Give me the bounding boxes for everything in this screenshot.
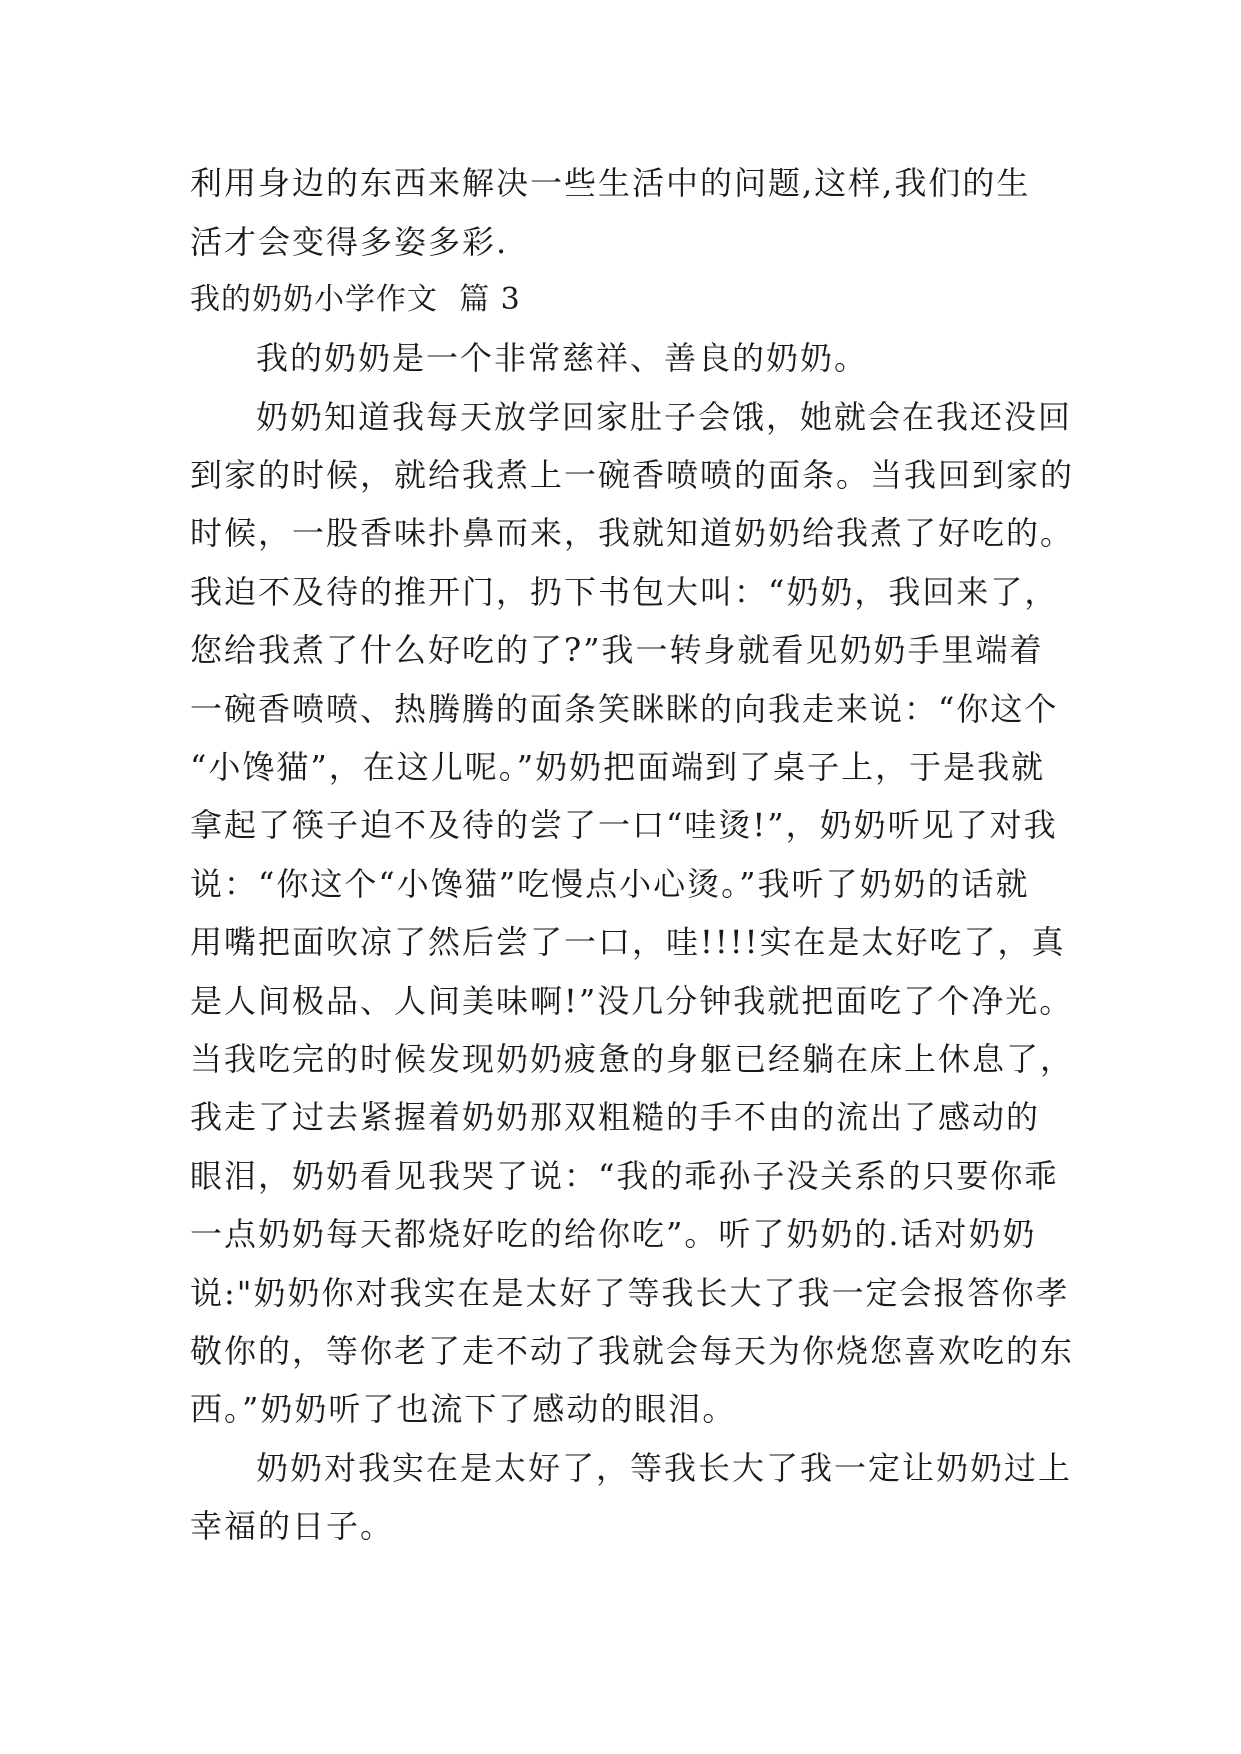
text-line: 眼泪，奶奶看见我哭了说：“我的乖孙子没关系的只要你乖 <box>190 1157 1059 1195</box>
section-heading: 我的奶奶小学作文 篇 3 <box>190 282 521 317</box>
text-line: “小馋猫”，在这儿呢。”奶奶把面端到了桌子上，于是我就 <box>190 748 1046 786</box>
text-line: 西。”奶奶听了也流下了感动的眼泪。 <box>190 1390 737 1428</box>
text-line: 利用身边的东西来解决一些生活中的问题,这样,我们的生 <box>190 164 1031 202</box>
text-line: 一碗香喷喷、热腾腾的面条笑眯眯的向我走来说：“你这个 <box>190 690 1059 728</box>
text-line: 我迫不及待的推开门，扔下书包大叫：“奶奶，我回来了， <box>190 573 1059 611</box>
text-line: 说：“你这个“小馋猫”吃慢点小心烫。”我听了奶奶的话就 <box>190 865 1030 903</box>
text-line: 我走了过去紧握着奶奶那双粗糙的手不由的流出了感动的 <box>190 1098 1041 1136</box>
text-line: 时候，一股香味扑鼻而来，我就知道奶奶给我煮了好吃的。 <box>190 514 1075 552</box>
text-line: 奶奶知道我每天放学回家肚子会饿，她就会在我还没回 <box>256 398 1073 436</box>
text-line: 敬你的，等你老了走不动了我就会每天为你烧您喜欢吃的东 <box>190 1332 1075 1370</box>
text-line: 当我吃完的时候发现奶奶疲惫的身躯已经躺在床上休息了， <box>190 1040 1075 1078</box>
text-line: 活才会变得多姿多彩. <box>190 223 509 261</box>
text-line: 我的奶奶是一个非常慈祥、善良的奶奶。 <box>256 339 869 377</box>
text-line: 用嘴把面吹凉了然后尝了一口，哇!!!!实在是太好吃了，真 <box>190 923 1066 961</box>
text-line: 您给我煮了什么好吃的了?”我一转身就看见奶奶手里端着 <box>190 631 1044 669</box>
text-line: 说:"奶奶你对我实在是太好了等我长大了我一定会报答你孝 <box>190 1274 1070 1312</box>
text-line: 一点奶奶每天都烧好吃的给你吃”。听了奶奶的.话对奶奶 <box>190 1215 1037 1253</box>
text-line: 到家的时候，就给我煮上一碗香喷喷的面条。当我回到家的 <box>190 456 1075 494</box>
text-line: 奶奶对我实在是太好了，等我长大了我一定让奶奶过上 <box>256 1449 1073 1487</box>
text-line: 是人间极品、人间美味啊!”没几分钟我就把面吃了个净光。 <box>190 982 1074 1020</box>
text-line: 幸福的日子。 <box>190 1507 395 1545</box>
text-line: 拿起了筷子迫不及待的尝了一口“哇烫!”，奶奶听见了对我 <box>190 806 1058 844</box>
